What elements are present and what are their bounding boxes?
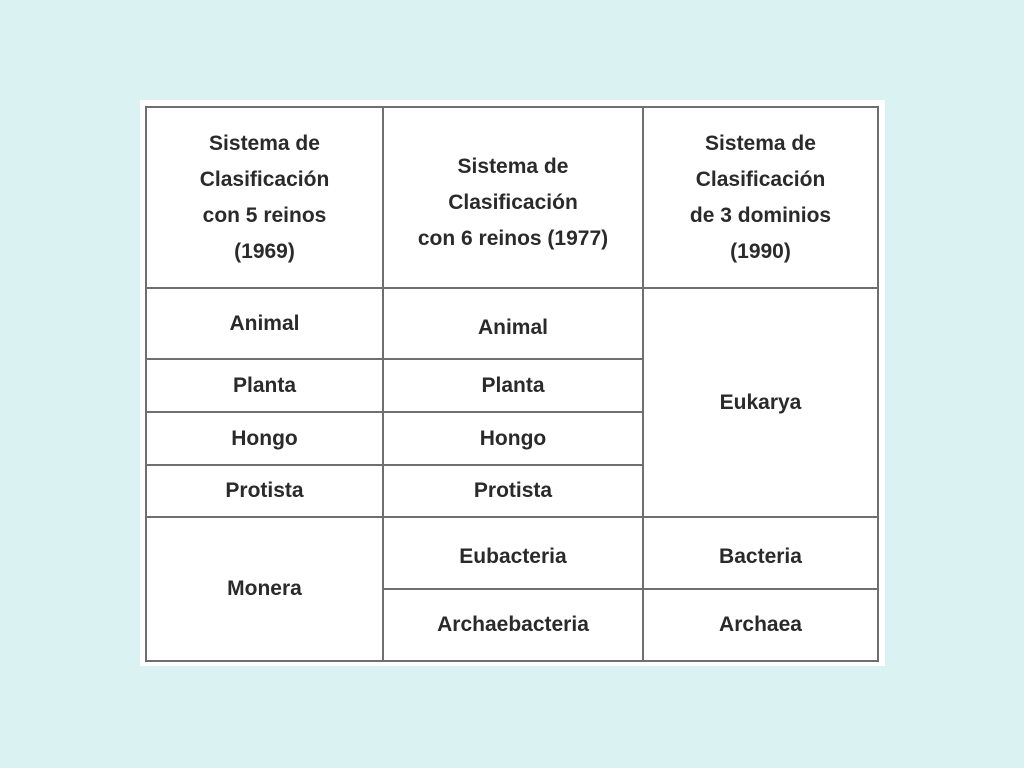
header-3-domains: Sistema de Clasificación de 3 dominios (1990)	[643, 107, 878, 288]
header-6-kingdoms: Sistema de Clasificación con 6 reinos (1977)	[383, 107, 643, 288]
cell-5k-monera: Monera	[146, 517, 383, 661]
cell-6k-animal: Animal	[383, 288, 643, 359]
classification-table	[145, 106, 879, 662]
cell-5k-planta: Planta	[146, 359, 383, 412]
cell-6k-hongo: Hongo	[383, 412, 643, 465]
table-row	[146, 517, 878, 589]
cell-domain-eukarya: Eukarya	[643, 288, 878, 517]
cell-5k-animal: Animal	[146, 288, 383, 359]
header-5-kingdoms: Sistema de Clasificación con 5 reinos (1969)	[146, 107, 383, 288]
header-row	[146, 107, 878, 288]
cell-6k-eubacteria: Eubacteria	[383, 517, 643, 589]
cell-6k-planta: Planta	[383, 359, 643, 412]
cell-5k-protista: Protista	[146, 465, 383, 517]
cell-6k-protista: Protista	[383, 465, 643, 517]
cell-6k-archaebacteria: Archaebacteria	[383, 589, 643, 661]
cell-domain-archaea: Archaea	[643, 589, 878, 661]
cell-domain-bacteria: Bacteria	[643, 517, 878, 589]
table-row	[146, 288, 878, 359]
cell-5k-hongo: Hongo	[146, 412, 383, 465]
